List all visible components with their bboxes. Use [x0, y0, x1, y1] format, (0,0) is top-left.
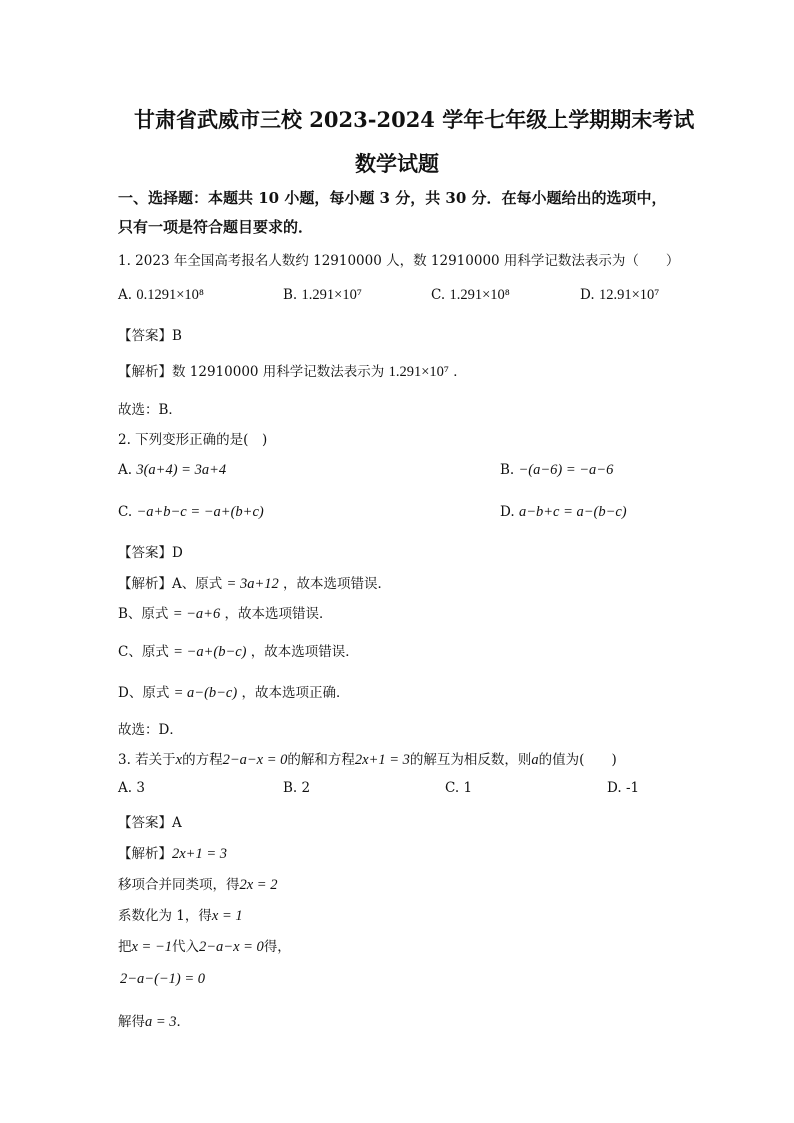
q2-analysis-d-math: = a−(b−c) [173, 685, 238, 701]
section-heading-line2: 只有一项是符合题目要求的． [118, 218, 314, 236]
q3-option-c-value: 1 [463, 780, 473, 796]
q3-option-d [607, 780, 639, 796]
q3-stem-part4: 的解互为相反数，则 [409, 752, 532, 768]
q3-option-c [445, 780, 472, 796]
q2-option-a-label: A. [118, 462, 133, 478]
q1-option-c-label: C. [431, 287, 446, 303]
q1-option-d-label: D. [580, 287, 595, 303]
q2-option-b-value: −(a−6) = −a−6 [518, 462, 614, 478]
q3-stem-part5: 的值为( ) [538, 752, 617, 768]
q3-step4-b: 代入 [172, 939, 200, 955]
q3-stem-part3: 的解和方程 [287, 752, 355, 768]
q2-analysis-d-prefix: D、原式 [118, 685, 170, 701]
q3-step3-math: x = 1 [211, 908, 243, 924]
q2-analysis-a [118, 572, 391, 593]
q1-analysis-suffix: ． [453, 364, 467, 380]
q1-option-a [118, 287, 204, 304]
q1-stem: 1. 2023 年全国高考报名人数约 12910000 人，数 12910000 用科学记数法表示为（ ） [118, 253, 680, 269]
q3-analysis-step3 [118, 904, 243, 925]
page-title: 甘肃省武威市三校 2023-2024 学年七年级上学期期末考试 [134, 107, 695, 132]
q3-option-b [283, 780, 310, 796]
q2-analysis-c-prefix: C、原式 [118, 644, 169, 660]
q3-analysis-step6 [118, 1010, 190, 1031]
q2-analysis-b-suffix: ，故本选项错误． [224, 606, 333, 622]
q3-option-a-label: A. [118, 780, 133, 796]
q3-analysis-step4 [118, 935, 291, 956]
q3-step1-math: 2x+1 = 3 [172, 846, 228, 862]
q3-stem-part1: 3. 若关于 [118, 752, 176, 768]
q2-analysis-b [118, 602, 333, 623]
q3-stem-var-x: x [175, 752, 183, 768]
q3-option-a [118, 780, 145, 796]
q2-analysis-c [118, 640, 359, 661]
q2-answer: 【答案】D [118, 545, 183, 561]
q2-analysis-d [118, 681, 350, 702]
q2-analysis-b-math: = −a+6 [172, 606, 221, 622]
q3-step4-math1: x = −1 [131, 939, 173, 955]
q1-option-c-value: 1.291×10⁸ [449, 287, 510, 303]
q3-option-a-value: 3 [136, 780, 145, 796]
q3-analysis-label: 【解析】 [118, 846, 172, 862]
q2-stem: 2. 下列变形正确的是( ) [118, 432, 268, 448]
q2-option-a-value: 3(a+4) = 3a+4 [136, 462, 227, 478]
q2-analysis-a-suffix: ，故本选项错误． [283, 576, 392, 592]
q2-option-d [500, 504, 627, 521]
q3-stem-eq2: 2x+1 = 3 [354, 752, 410, 768]
q3-step6-b: ． [176, 1014, 191, 1030]
q2-analysis-a-math: = 3a+12 [226, 576, 279, 592]
q1-conclusion: 故选：B． [118, 402, 182, 418]
q2-option-a [118, 462, 226, 479]
q1-option-b-value: 1.291×10⁷ [301, 287, 362, 303]
q2-analysis-a-prefix: 【解析】A、原式 [118, 576, 223, 592]
q2-option-b [500, 462, 613, 479]
q3-step2-text: 移项合并同类项，得 [118, 877, 240, 893]
q1-answer: 【答案】B [118, 328, 182, 344]
q1-option-d-value: 12.91×10⁷ [598, 287, 660, 303]
q3-step5-math: 2−a−(−1) = 0 [120, 971, 206, 987]
q3-option-d-value: -1 [625, 780, 640, 796]
q2-option-c-value: −a+b−c = −a+(b+c) [136, 504, 264, 520]
q3-option-b-value: 2 [301, 780, 311, 796]
q3-answer: 【答案】A [118, 815, 182, 831]
q2-conclusion: 故选：D． [118, 722, 183, 738]
q2-option-c-label: C. [118, 504, 133, 520]
q1-analysis-math: 1.291×10⁷ [388, 364, 449, 380]
q3-step6-math: a = 3 [145, 1014, 177, 1030]
q1-option-a-label: A. [118, 287, 133, 303]
q3-analysis-step1 [118, 842, 227, 863]
q2-option-c [118, 504, 264, 521]
q3-analysis-step2 [118, 873, 277, 894]
q3-stem-var-a: a [531, 752, 539, 768]
q3-stem [118, 748, 617, 769]
q3-option-d-label: D. [607, 780, 622, 796]
q3-step2-math: 2x = 2 [239, 877, 278, 893]
q1-option-b [283, 287, 362, 304]
q3-step4-math2: 2−a−x = 0 [199, 939, 264, 955]
q2-analysis-c-suffix: ，故本选项错误． [250, 644, 359, 660]
q1-option-c [431, 287, 510, 304]
q3-analysis-step5 [120, 971, 205, 988]
q2-analysis-b-prefix: B、原式 [118, 606, 169, 622]
section-heading-line1: 一、选择题：本题共 10 小题，每小题 3 分，共 30 分．在每小题给出的选项中， [118, 189, 667, 207]
q1-option-b-label: B. [283, 287, 298, 303]
q1-option-d [580, 287, 659, 304]
q2-option-b-label: B. [500, 462, 515, 478]
q1-option-a-value: 0.1291×10⁸ [136, 287, 204, 303]
q2-option-d-value: a−b+c = a−(b−c) [518, 504, 627, 520]
q3-stem-eq1: 2−a−x = 0 [222, 752, 288, 768]
q1-analysis [118, 360, 467, 381]
q2-option-d-label: D. [500, 504, 515, 520]
page-subtitle: 数学试题 [355, 151, 439, 176]
q3-option-b-label: B. [283, 780, 298, 796]
q2-analysis-d-suffix: ，故本选项正确． [241, 685, 350, 701]
q3-step6-a: 解得 [118, 1014, 145, 1030]
q3-step3-text: 系数化为 1，得 [118, 908, 212, 924]
q2-analysis-c-math: = −a+(b−c) [173, 644, 247, 660]
q3-step4-c: 得， [263, 939, 291, 955]
q1-analysis-prefix: 【解析】数 12910000 用科学记数法表示为 [118, 364, 385, 380]
q3-step4-a: 把 [118, 939, 132, 955]
q3-stem-part2: 的方程 [182, 752, 223, 768]
q3-option-c-label: C. [445, 780, 460, 796]
